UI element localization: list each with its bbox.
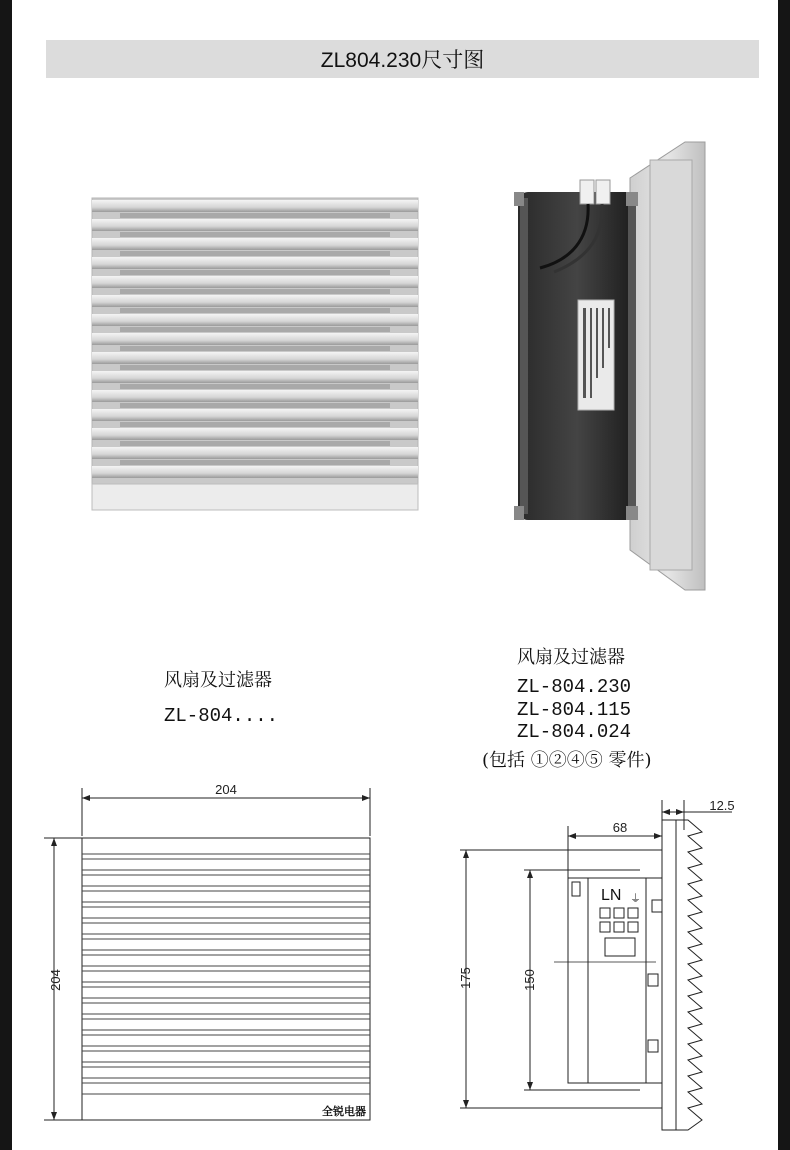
right-model-3: ZL-804.024: [517, 721, 632, 743]
terminal-block: [600, 908, 638, 956]
right-model-1: ZL-804.230: [517, 676, 632, 698]
terminal-label: LN: [601, 887, 622, 904]
right-product-name: 风扇及过滤器: [517, 647, 625, 668]
page: [12, 0, 778, 1150]
parts-note: (包括 ①②④⑤ 零件): [482, 750, 652, 771]
outer-height-label: 175: [458, 967, 473, 989]
depth-label: 68: [612, 820, 628, 835]
front-height-label: 204: [48, 969, 63, 991]
frame-thickness-label: 12.5: [709, 798, 735, 813]
inner-height-label: 150: [522, 969, 537, 991]
front-dimension-drawing: [40, 780, 385, 1125]
fan-side-photo: [500, 140, 714, 592]
left-product-model: ZL-804....: [164, 705, 279, 727]
brand-watermark: 全锐电器: [322, 1106, 366, 1118]
front-width-label: 204: [215, 782, 237, 797]
fan-filter-front-photo: [90, 196, 420, 512]
side-dimension-drawing: [440, 790, 760, 1140]
page-title: ZL804.230尺寸图: [46, 40, 759, 78]
right-model-2: ZL-804.115: [517, 699, 632, 721]
left-product-name: 风扇及过滤器: [164, 670, 272, 691]
ground-symbol-icon: ⏚: [630, 893, 641, 905]
